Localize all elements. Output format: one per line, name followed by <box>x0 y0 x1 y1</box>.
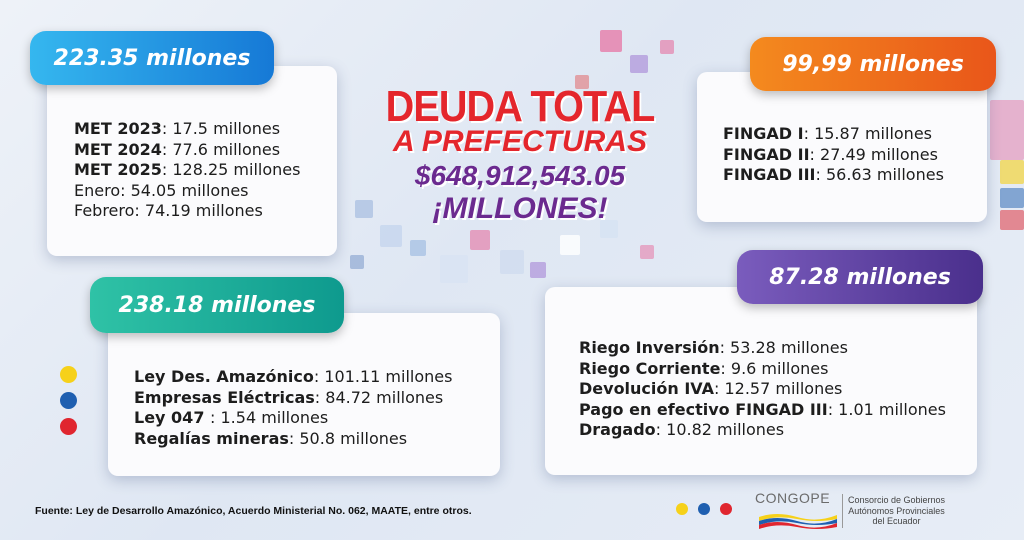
list-item: MET 2025: 128.25 millones <box>74 160 301 179</box>
card-met-lines <box>74 119 300 222</box>
headline-subtitle: A PREFECTURAS <box>393 125 647 158</box>
source-note: Fuente: Ley de Desarrollo Amazónico, Acuerdo Ministerial No. 062, MAATE, entre otros. <box>35 505 472 517</box>
list-item: Enero: 54.05 millones <box>74 180 249 200</box>
yellow-dot-icon <box>676 503 688 515</box>
card-riego-lines <box>579 338 946 441</box>
card-amazonico-lines <box>134 367 452 449</box>
card-met <box>47 66 337 256</box>
list-item: Ley 047 : 1.54 millones <box>134 408 329 427</box>
red-dot-icon <box>60 418 77 435</box>
pill-total-met: 223.35 millones <box>30 31 274 85</box>
headline-title: DEUDA TOTAL <box>385 82 655 131</box>
list-item: FINGAD III: 56.63 millones <box>723 165 944 184</box>
flag-wave-icon <box>757 509 839 531</box>
list-item: FINGAD I: 15.87 millones <box>723 124 932 143</box>
list-item: Febrero: 74.19 millones <box>74 201 263 220</box>
list-item: MET 2024: 77.6 millones <box>74 139 281 159</box>
list-item: Pago en efectivo FINGAD III: 1.01 millones <box>579 399 946 419</box>
pill-total-amazonico: 238.18 millones <box>90 277 344 333</box>
headline-millones: ¡MILLONES! <box>432 192 608 225</box>
card-fingad <box>697 72 987 222</box>
pill-total-riego: 87.28 millones <box>737 250 983 304</box>
list-item: Dragado: 10.82 millones <box>579 420 785 439</box>
blue-dot-icon <box>60 392 77 409</box>
card-fingad-lines <box>723 124 944 186</box>
pill-total-fingad: 99,99 millones <box>750 37 996 91</box>
card-amazonico <box>108 313 500 476</box>
list-item: MET 2023: 17.5 millones <box>74 119 281 138</box>
list-item: FINGAD II: 27.49 millones <box>723 144 938 164</box>
list-item: Devolución IVA: 12.57 millones <box>579 379 843 398</box>
list-item: Empresas Eléctricas: 84.72 millones <box>134 387 444 407</box>
yellow-dot-icon <box>60 366 77 383</box>
list-item: Riego Corriente: 9.6 millones <box>579 358 829 378</box>
logo-text: CONGOPE <box>755 490 831 506</box>
red-dot-icon <box>720 503 732 515</box>
card-riego <box>545 287 977 475</box>
org-name: Consorcio de Gobiernos Autónomos Provinciales del Ecuador <box>848 495 946 526</box>
headline-amount: $648,912,543.05 <box>414 160 626 191</box>
blue-dot-icon <box>698 503 710 515</box>
list-item: Riego Inversión: 53.28 millones <box>579 338 848 357</box>
list-item: Regalías mineras: 50.8 millones <box>134 428 408 448</box>
congope-logo <box>755 490 840 532</box>
list-item: Ley Des. Amazónico: 101.11 millones <box>134 367 453 386</box>
logo-divider <box>842 494 843 528</box>
